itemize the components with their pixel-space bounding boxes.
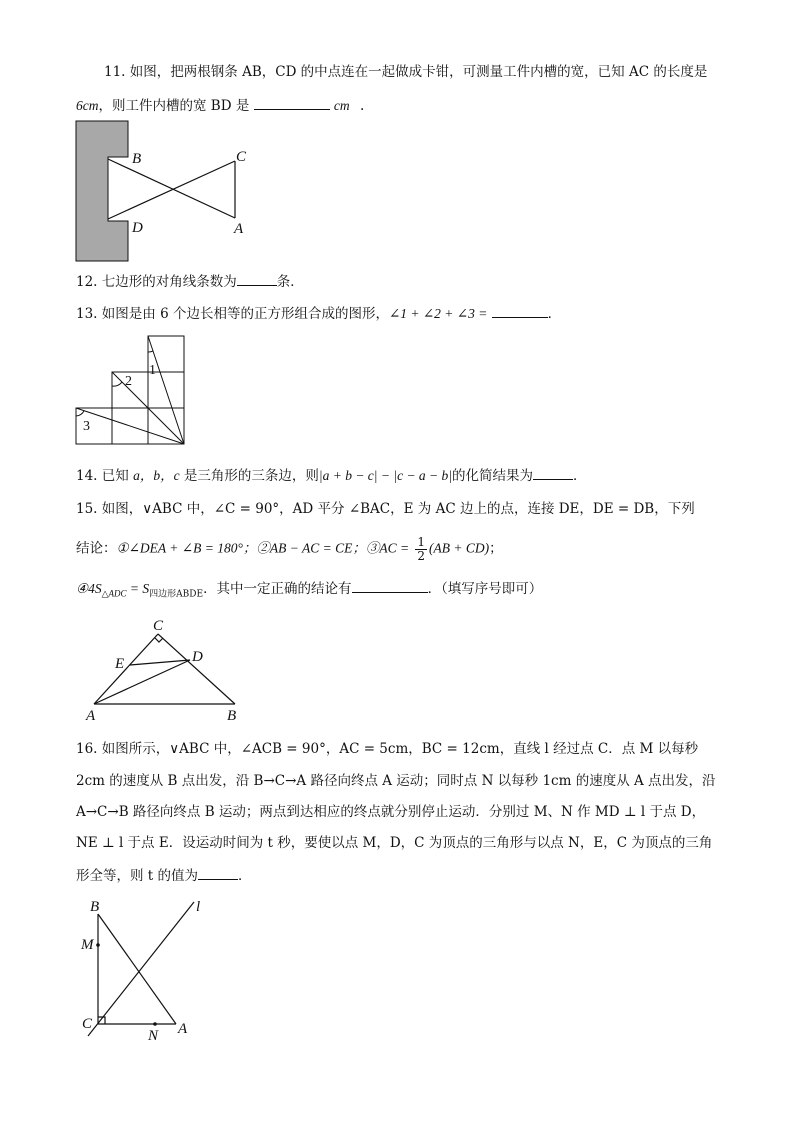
q16-label-a: A xyxy=(178,1021,188,1037)
q13-angle-label-3: 3 xyxy=(83,419,90,434)
q16-number: 16. xyxy=(76,741,98,757)
q16-label-b: B xyxy=(90,899,100,915)
q16-point-n xyxy=(153,1022,157,1026)
q16-text1: 如图所示，∨ABC 中，∠ACB = 90°，AC = 5cm，BC = 12cm，直线 l 经过点 C．点 M 以每秒 xyxy=(101,741,699,757)
q14-expr: |a + b − c| − |c − a − b| xyxy=(318,468,453,483)
q13-expr: ∠1 + ∠2 + ∠3 = xyxy=(388,306,488,321)
q15-label-c: C xyxy=(153,618,164,634)
q15-sub-adc: △ADC xyxy=(101,588,127,599)
q14-end: ． xyxy=(573,468,587,484)
q16-line5 xyxy=(76,867,252,884)
q15-text1: 如图，∨ABC 中，∠C = 90°，AD 平分 ∠BAC，E 为 AC 边上的点，连接 DE，DE = DB，下列 xyxy=(101,501,695,517)
q13-angle-arc-1 xyxy=(148,351,153,352)
q13-square xyxy=(76,408,112,444)
q15-fraction xyxy=(415,536,427,562)
q15-conclusion-4-eq: = S xyxy=(126,581,150,596)
q14-text-c: 的化简结果为 xyxy=(452,468,534,484)
q15-fraction-den: 2 xyxy=(417,548,426,563)
q16-text2: 2cm 的速度从 B 点出发，沿 B→C→A 路径向终点 A 运动；同时点 N 以每秒 1cm 的速度从 A 点出发，沿 xyxy=(76,773,716,789)
q13-end: ． xyxy=(547,306,562,322)
q12-line xyxy=(76,273,304,290)
q15-line2 xyxy=(76,536,503,562)
q14-number: 14. xyxy=(76,468,98,484)
q16-text3: A→C→B 路径向终点 B 运动；两点到达相应的终点就分别停止运动．分别过 M、N 作 MD ⊥ l 于点 D， xyxy=(76,804,706,820)
q11-bar-dc xyxy=(108,161,235,219)
q11-label-d: D xyxy=(132,220,143,236)
q13-number: 13. xyxy=(76,306,98,322)
q11-unit: cm xyxy=(333,98,350,113)
q15-number: 15. xyxy=(76,501,98,517)
q15-conclusion-3-end: ； xyxy=(489,540,503,557)
q13-squares-figure xyxy=(72,330,192,450)
q16-line3 xyxy=(76,806,705,820)
q15-conclusion-4: ④4S xyxy=(76,581,102,596)
q11-end: . xyxy=(359,98,365,114)
q11-text2: ，则工件内槽的宽 BD 是 xyxy=(98,98,250,114)
q13-diag-1 xyxy=(148,336,184,444)
q16-label-m: M xyxy=(81,937,94,953)
q15-right-angle-mark xyxy=(155,638,163,642)
q15-conclusion-3-paren: (AB + CD) xyxy=(429,540,490,556)
q16-text5: 形全等，则 t 的值为 xyxy=(76,868,199,884)
q15-label-b: B xyxy=(227,708,237,724)
q16-text4: NE ⊥ l 于点 E．设运动时间为 t 秒，要使以点 M，D，C 为顶点的三角形与以点 N，E，C 为顶点的三角 xyxy=(76,835,713,851)
q11-caliper-figure xyxy=(70,115,270,265)
q11-line2 xyxy=(76,97,364,114)
q16-label-c: C xyxy=(82,1016,93,1032)
q16-side-ba xyxy=(98,914,176,1024)
q11-label-c: C xyxy=(236,149,247,165)
q16-label-l: l xyxy=(196,899,201,915)
q13-angle-label-1: 1 xyxy=(149,363,156,378)
q15-label-a: A xyxy=(86,708,96,724)
q13-diag-3 xyxy=(76,408,184,444)
q13-answer-blank[interactable] xyxy=(492,305,548,318)
q16-end: ． xyxy=(238,868,252,884)
q12-text: 七边形的对角线条数为 xyxy=(101,274,237,290)
q16-point-m xyxy=(96,943,100,947)
q15-line3 xyxy=(76,580,542,600)
q13-angle-arc-2 xyxy=(112,382,122,386)
q12-number: 12. xyxy=(76,274,98,290)
q14-vars: a，b，c xyxy=(133,468,180,483)
q14-text-b: 是三角形的三条边，则 xyxy=(183,468,319,484)
q15-conclusion-3: ③AC = xyxy=(365,540,410,556)
q13-line xyxy=(76,305,561,322)
q15-side-ac xyxy=(94,634,158,704)
q11-label-a: A xyxy=(234,221,244,237)
q15-triangle-figure xyxy=(80,612,250,722)
q15-conclusion-1: ①∠DEA + ∠B = 180°； xyxy=(116,540,257,556)
q16-line4 xyxy=(76,837,712,851)
q11-answer-blank[interactable] xyxy=(254,97,330,110)
q15-text3-end: ．（填写序号即可） xyxy=(427,581,543,597)
q11-value: 6cm xyxy=(76,98,99,113)
q15-sub-abde: 四边形ABDE xyxy=(149,589,204,600)
q15-conclusion-2: ②AB − AC = CE； xyxy=(256,540,366,556)
q15-fraction-num: 1 xyxy=(417,535,426,549)
q15-segment-ad xyxy=(94,660,190,704)
q15-conclusion-prefix: 结论： xyxy=(76,540,117,557)
q14-text-a: 已知 xyxy=(101,468,129,484)
q15-label-d: D xyxy=(192,649,203,665)
q14-answer-blank[interactable] xyxy=(533,467,573,480)
q16-answer-blank[interactable] xyxy=(198,867,238,880)
q13-text: 如图是由 6 个边长相等的正方形组合成的图形， xyxy=(101,306,389,322)
q15-text3: ．其中一定正确的结论有 xyxy=(203,581,352,597)
q11-label-b: B xyxy=(132,151,142,167)
q15-line1 xyxy=(76,503,695,517)
q16-line2 xyxy=(76,775,716,789)
q11-line1 xyxy=(104,66,707,80)
q16-label-n: N xyxy=(148,1028,159,1044)
q15-answer-blank[interactable] xyxy=(352,580,428,593)
q11-text: 如图，把两根钢条 AB，CD 的中点连在一起做成卡钳，可测量工件内槽的宽，已知 AC 的长度是 xyxy=(129,64,708,80)
q11-bar-ba xyxy=(108,159,235,218)
q16-triangle-figure xyxy=(76,896,226,1046)
q13-angle-label-2: 2 xyxy=(125,374,132,389)
q15-label-e: E xyxy=(115,656,125,672)
q12-answer-blank[interactable] xyxy=(237,273,277,286)
q14-line xyxy=(76,467,587,484)
q16-line1 xyxy=(76,743,698,757)
q11-workpiece xyxy=(76,121,128,261)
q13-angle-arc-3 xyxy=(76,411,84,416)
q11-number: 11. xyxy=(104,64,126,80)
q12-end: 条． xyxy=(276,274,304,290)
